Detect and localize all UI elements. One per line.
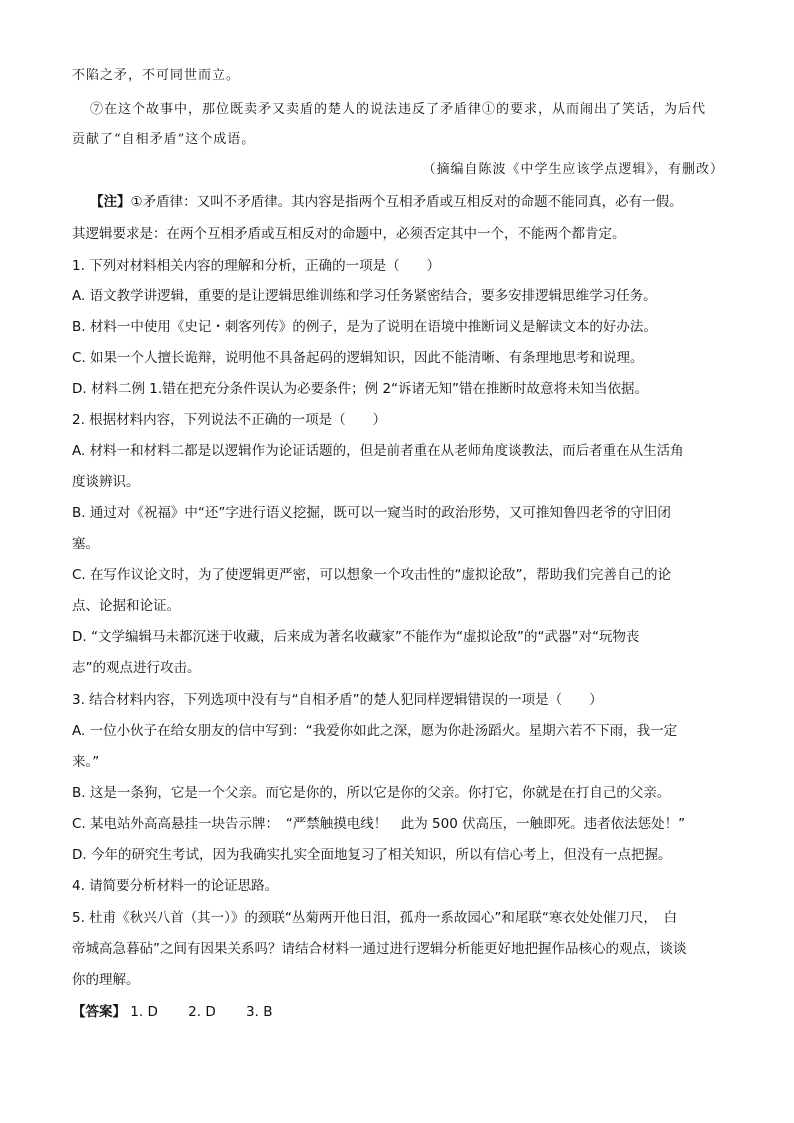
question-3-option-d: D. 今年的研究生考试，因为我确实扎实全面地复习了相关知识，所以有信心考上，但没有一点把握。 (72, 847, 672, 863)
question-3-option-c: C. 某电站外高高悬挂一块告示牌： “严禁触摸电线！ 此为 500 伏高压，一触即死。违者依法惩处！” (72, 816, 686, 832)
answer-item-2: 2. D (188, 1004, 216, 1020)
question-3-option-a-line-2: 来。” (72, 754, 100, 770)
question-3-option-a-line-1: A. 一位小伙子在给女朋友的信中写到：“我爱你如此之深，愿为你赴汤蹈火。星期六若不下雨，我一定 (72, 723, 678, 739)
answer-line (72, 1002, 724, 1022)
note-line-2: 其逻辑要求是：在两个互相矛盾或互相反对的命题中，必须否定其中一个，不能两个都肯定。 (72, 226, 626, 242)
question-1-option-b: B. 材料一中使用《史记・刺客列传》的例子，是为了说明在语境中推断词义是解读文本的好办法。 (72, 319, 657, 335)
passage-paragraph-7-line-1: ⑦在这个故事中，那位既卖矛又卖盾的楚人的说法违反了矛盾律①的要求，从而闹出了笑话，为后代 (90, 102, 707, 117)
question-2-option-c-line-2: 点、论据和论证。 (72, 598, 180, 614)
question-2-option-c-line-1: C. 在写作议论文时，为了使逻辑更严密，可以想象一个攻击性的“虚拟论敌”，帮助我们完善自己的论 (72, 567, 671, 583)
answer-item-1: 1. D (130, 1004, 158, 1020)
passage-source: （摘编自陈波《中学生应该学点逻辑》，有删改） (422, 162, 724, 177)
note-text: ①矛盾律：又叫不矛盾律。其内容是指两个互相矛盾或互相反对的命题不能同真，必有一假。 (130, 194, 683, 210)
question-1-option-d: D. 材料二例 1.错在把充分条件误认为必要条件；例 2“诉诸无知”错在推断时故意将未知当依据。 (72, 381, 649, 397)
question-1-option-c: C. 如果一个人擅长诡辩，说明他不具备起码的逻辑知识，因此不能清晰、有条理地思考和说理。 (72, 350, 644, 366)
passage-line: 不陷之矛，不可同世而立。 (72, 68, 241, 83)
question-2-option-b-line-2: 塞。 (72, 536, 99, 552)
question-2-option-b-line-1: B. 通过对《祝福》中“还”字进行语义挖掘，既可以一窥当时的政治形势，又可推知鲁四老爷的守旧闭 (72, 505, 671, 521)
question-5-line-1: 5. 杜甫《秋兴八首（其一）》的颈联“丛菊两开他日泪，孤舟一系故园心”和尾联“寒衣处处催刀尺， 白 (72, 910, 678, 926)
question-2-stem: 2. 根据材料内容，下列说法不正确的一项是（ ） (72, 412, 387, 428)
question-3-option-b: B. 这是一条狗，它是一个父亲。而它是你的，所以它是你的父亲。你打它，你就是在打自己的父亲。 (72, 785, 671, 801)
note-label: 【注】 (90, 194, 131, 210)
question-2-option-d-line-1: D. “文学编辑马未都沉迷于收藏，后来成为著名收藏家”不能作为“虚拟论敌”的“武器”对“玩物丧 (72, 629, 640, 645)
note-line-1 (90, 192, 724, 212)
question-4-stem: 4. 请简要分析材料一的论证思路。 (72, 878, 279, 894)
question-2-option-a-line-1: A. 材料一和材料二都是以逻辑作为论证话题的，但是前者重在从老师角度谈教法，而后者重在从生活角 (72, 443, 684, 459)
answer-label: 【答案】 (72, 1004, 126, 1020)
question-5-line-3: 你的理解。 (72, 972, 140, 988)
question-2-option-a-line-2: 度谈辨识。 (72, 474, 140, 490)
question-2-option-d-line-2: 志”的观点进行攻击。 (72, 660, 201, 676)
question-5-line-2: 帝城高急暮砧”之间有因果关系吗？请结合材料一通过进行逻辑分析能更好地把握作品核心的观点，谈谈 (72, 941, 687, 957)
question-3-stem: 3. 结合材料内容，下列选项中没有与“自相矛盾”的楚人犯同样逻辑错误的一项是（ ） (72, 692, 603, 708)
question-1-stem: 1. 下列对材料相关内容的理解和分析，正确的一项是（ ） (72, 258, 441, 274)
answer-item-3: 3. B (246, 1004, 273, 1020)
question-1-option-a: A. 语文教学讲逻辑，重要的是让逻辑思维训练和学习任务紧密结合，要多安排逻辑思维学习任务。 (72, 288, 657, 304)
passage-paragraph-7-line-2: 贡献了“自相矛盾”这个成语。 (72, 132, 256, 147)
